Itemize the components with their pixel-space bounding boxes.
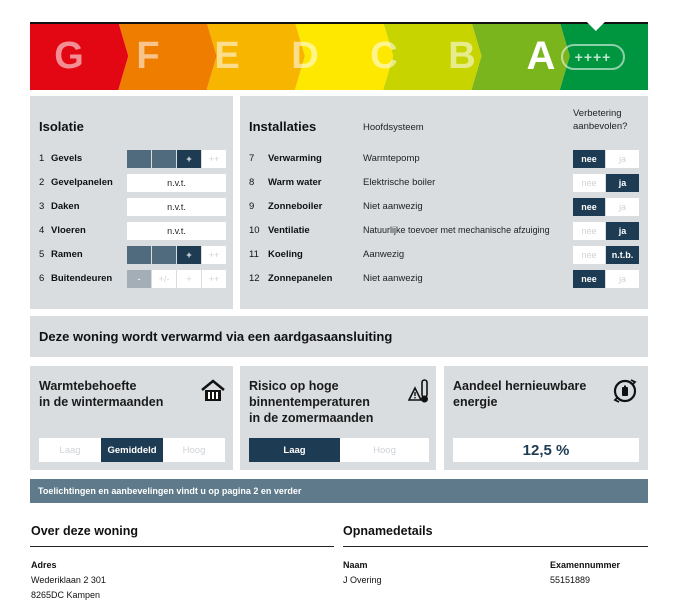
hernieuwbaar-title-1: Aandeel hernieuwbare	[453, 379, 587, 393]
isolatie-title: Isolatie	[39, 119, 84, 134]
isolatie-row-number: 2	[39, 177, 45, 188]
advice-no-cell: nee	[573, 246, 605, 264]
advice-yes-cell: ja	[606, 270, 639, 288]
energy-label-bar	[30, 22, 648, 90]
energy-class-b: B	[448, 34, 476, 77]
risico-option-hoog: Hoog	[340, 438, 429, 462]
isolatie-row-number: 6	[39, 273, 45, 284]
installatie-row-name: Ventilatie	[268, 225, 310, 236]
isolatie-row-number: 4	[39, 225, 45, 236]
thermometer-warning-icon	[408, 378, 430, 404]
heating-banner-text: Deze woning wordt verwarmd via een aardgasaansluiting	[39, 329, 393, 344]
isolatie-row-name: Daken	[51, 201, 80, 212]
advice-no-cell: nee	[573, 198, 605, 216]
installatie-row-system: Natuurlijke toevoer met mechanische afzuiging	[363, 225, 550, 235]
installatie-row-system: Warmtepomp	[363, 153, 420, 164]
installatie-row-system: Aanwezig	[363, 249, 405, 260]
isolatie-na-cell: n.v.t.	[127, 174, 226, 192]
renewable-cycle-icon	[612, 378, 638, 404]
advice-yes-cell: ja	[606, 198, 639, 216]
warmte-option-hoog: Hoog	[163, 438, 225, 462]
isolatie-row-name: Vloeren	[51, 225, 86, 236]
installatie-row-system: Niet aanwezig	[363, 273, 423, 284]
installatie-row-number: 12	[249, 273, 260, 284]
installatie-row-number: 7	[249, 153, 255, 164]
installatie-row-number: 8	[249, 177, 255, 188]
installatie-row-number: 11	[249, 249, 259, 260]
isolatie-rating-cell: +/-	[152, 270, 176, 288]
heating-banner	[30, 316, 648, 357]
isolatie-row-number: 3	[39, 201, 45, 212]
isolatie-row-name: Gevels	[51, 153, 83, 164]
over-divider	[30, 546, 334, 547]
installatie-row-name: Zonneboiler	[268, 201, 323, 212]
risico-title-3: in de zomermaanden	[249, 411, 374, 425]
energy-class-g: G	[54, 34, 84, 77]
advice-yes-cell: ja	[606, 150, 639, 168]
isolatie-rating-cell: +	[177, 150, 201, 168]
isolatie-na-cell: n.v.t.	[127, 222, 226, 240]
warmtebehoefte-panel	[30, 366, 233, 470]
installatie-row-number: 10	[249, 225, 260, 236]
opname-divider	[343, 546, 648, 547]
adres-line-1: Wederiklaan 2 301	[31, 575, 106, 585]
house-heat-icon	[200, 378, 226, 404]
verbetering-header: Verbetering aanbevolen?	[573, 108, 628, 132]
energy-class-c: C	[370, 34, 398, 77]
isolatie-na-cell: n.v.t.	[127, 198, 226, 216]
advice-yes-cell: n.t.b.	[606, 246, 639, 264]
isolatie-row-name: Buitendeuren	[51, 273, 113, 284]
energy-plus-pill: ++++	[561, 44, 625, 70]
examen-label: Examennummer	[550, 560, 621, 570]
energy-class-a: A	[526, 33, 556, 78]
isolatie-rating-cell: ++	[202, 150, 226, 168]
hernieuwbaar-value: 12,5 %	[453, 438, 639, 462]
energy-class-d: D	[291, 34, 319, 77]
isolatie-row-number: 1	[39, 153, 45, 164]
isolatie-rating-cell: +	[177, 246, 201, 264]
naam-label: Naam	[343, 560, 368, 570]
installatie-row-number: 9	[249, 201, 255, 212]
isolatie-rating-cell	[127, 246, 151, 264]
examen-value: 55151889	[550, 575, 591, 585]
notice-bar: Toelichtingen en aanbevelingen vindt u op pagina 2 en verder	[30, 479, 648, 503]
advice-yes-cell: ja	[606, 174, 639, 192]
isolatie-rating-cell	[152, 246, 176, 264]
warmtebehoefte-title-1: Warmtebehoefte	[39, 379, 137, 393]
risico-option-laag: Laag	[249, 438, 340, 462]
isolatie-rating-cell: ++	[202, 246, 226, 264]
risico-title-2: binnentemperaturen	[249, 395, 370, 409]
energy-class-e: E	[214, 34, 240, 77]
isolatie-row-name: Ramen	[51, 249, 83, 260]
isolatie-rating-cell: -	[127, 270, 151, 288]
energy-class-f: F	[136, 34, 160, 77]
adres-label: Adres	[31, 560, 57, 570]
installatie-row-system: Elektrische boiler	[363, 177, 436, 188]
hernieuwbaar-panel	[444, 366, 648, 470]
isolatie-rating-cell: ++	[202, 270, 226, 288]
opname-title: Opnamedetails	[343, 524, 433, 538]
naam-value: J Overing	[343, 575, 382, 585]
installatie-row-system: Niet aanwezig	[363, 201, 423, 212]
isolatie-rating-cell	[127, 150, 151, 168]
hernieuwbaar-title-2: energie	[453, 395, 498, 409]
advice-no-cell: nee	[573, 174, 605, 192]
warmtebehoefte-title-2: in de wintermaanden	[39, 395, 164, 409]
warmte-option-gemiddeld: Gemiddeld	[101, 438, 163, 462]
installatie-row-name: Koeling	[268, 249, 303, 260]
isolatie-row-name: Gevelpanelen	[51, 177, 113, 188]
advice-no-cell: nee	[573, 150, 605, 168]
installatie-row-name: Warm water	[268, 177, 322, 188]
isolatie-rating-cell	[152, 150, 176, 168]
installatie-row-name: Verwarming	[268, 153, 322, 164]
adres-line-2: 8265DC Kampen	[31, 590, 101, 600]
hoofdsysteem-header: Hoofdsysteem	[363, 122, 424, 133]
warmte-option-laag: Laag	[39, 438, 101, 462]
risico-panel	[240, 366, 436, 470]
advice-no-cell: nee	[573, 222, 605, 240]
isolatie-rating-cell: +	[177, 270, 201, 288]
installatie-row-name: Zonnepanelen	[268, 273, 333, 284]
risico-title-1: Risico op hoge	[249, 379, 339, 393]
isolatie-row-number: 5	[39, 249, 45, 260]
advice-no-cell: nee	[573, 270, 605, 288]
over-title: Over deze woning	[31, 524, 138, 538]
advice-yes-cell: ja	[606, 222, 639, 240]
installaties-title: Installaties	[249, 119, 317, 134]
